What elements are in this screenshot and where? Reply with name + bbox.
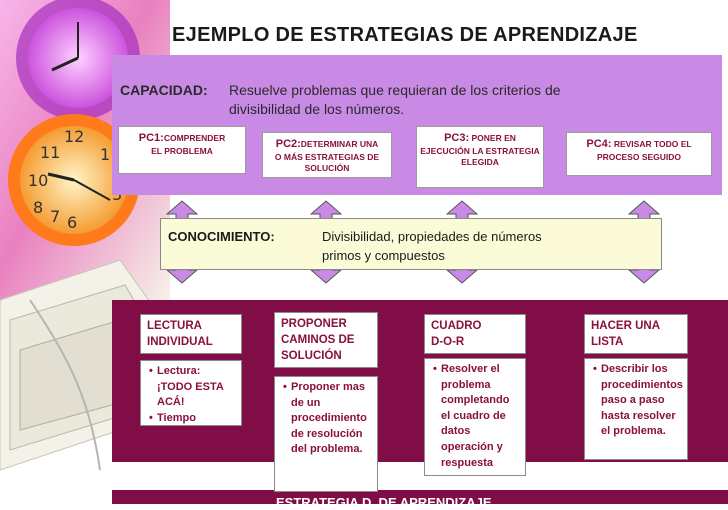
estrategia-2-heading-line1: PROPONER xyxy=(281,318,347,330)
footer-partial-heading: ESTRATEGIA D. DE APRENDIZAJE xyxy=(276,495,492,510)
svg-text:7: 7 xyxy=(50,207,61,226)
pc2-text-rest: O MÁS ESTRATEGIAS DE SOLUCIÓN xyxy=(274,151,380,174)
conocimiento-text-line1: Divisibilidad, propiedades de números xyxy=(322,229,542,244)
estrategia-3-heading-line1: CUADRO xyxy=(431,320,482,332)
conocimiento-text-line2: primos y compuestos xyxy=(322,248,445,263)
pc2-text-inline: DETERMINAR UNA xyxy=(300,139,379,149)
pc4-code: PC4: xyxy=(586,138,612,150)
pc2-box xyxy=(262,132,392,178)
estrategia-2-heading xyxy=(274,312,378,368)
svg-text:8: 8 xyxy=(33,198,44,217)
estrategia-1-bullet-2: • Tiempo xyxy=(149,411,237,427)
estrategia-1-heading xyxy=(140,314,242,354)
conocimiento-label: CONOCIMIENTO: xyxy=(168,229,275,244)
estrategia-4-heading-line2: LISTA xyxy=(591,336,624,349)
estrategia-2-heading-line2: CAMINOS DE xyxy=(281,334,355,347)
pc3-text-inline: PONER EN xyxy=(471,133,516,143)
pc1-text-rest: EL PROBLEMA xyxy=(151,145,213,156)
estrategia-4-detail xyxy=(584,358,688,460)
estrategia-4-heading-line1: HACER UNA xyxy=(591,320,660,332)
estrategia-1-bullet-1: • Lectura: ¡TODO ESTA ACÁ! xyxy=(149,364,237,411)
pc2-code: PC2: xyxy=(275,138,301,150)
pc3-code: PC3: xyxy=(444,132,470,144)
page-title: EJEMPLO DE ESTRATEGIAS DE APRENDIZAJE xyxy=(172,24,638,46)
estrategia-1-detail xyxy=(140,360,242,426)
pc1-box xyxy=(118,126,246,174)
pc4-box xyxy=(566,132,712,176)
pc3-text-rest: EJECUCIÓN LA ESTRATEGIA ELEGIDA xyxy=(420,145,540,168)
estrategia-2-detail xyxy=(274,376,378,492)
estrategia-3-detail xyxy=(424,358,526,476)
estrategia-3-heading-line2: D-O-R xyxy=(431,336,465,349)
pc3-box xyxy=(416,126,544,188)
svg-text:10: 10 xyxy=(28,171,49,190)
pc4-text-inline: REVISAR TODO EL xyxy=(613,139,692,149)
pc1-code: PC1: xyxy=(138,132,164,144)
estrategia-1-heading-line2: INDIVIDUAL xyxy=(147,336,213,349)
svg-text:12: 12 xyxy=(64,127,85,146)
svg-text:11: 11 xyxy=(40,143,61,162)
pc1-text-inline: COMPRENDER xyxy=(163,133,226,143)
estrategia-2-heading-line3: SOLUCIÓN xyxy=(281,350,342,363)
estrategia-3-heading xyxy=(424,314,526,354)
svg-text:6: 6 xyxy=(67,213,78,232)
capacidad-label: CAPACIDAD: xyxy=(120,82,208,98)
capacidad-text-line1: Resuelve problemas que requieran de los criterios de xyxy=(229,82,561,98)
estrategia-4-bullet-1: • Describir los procedimientos paso a paso hasta resolver el problema. xyxy=(593,362,683,440)
pc4-text-rest: PROCESO SEGUIDO xyxy=(596,151,682,162)
svg-text:1: 1 xyxy=(100,145,111,164)
estrategia-3-bullet-1: • Resolver el problema completando el cuadro de datos operación y respuesta xyxy=(433,362,521,471)
estrategia-1-heading-line1: LECTURA xyxy=(147,320,202,332)
estrategia-4-heading xyxy=(584,314,688,354)
estrategia-2-bullet-1: • Proponer mas de un procedimiento de resolución del problema. xyxy=(283,380,373,458)
capacidad-text-line2: divisibilidad de los números. xyxy=(229,101,405,117)
